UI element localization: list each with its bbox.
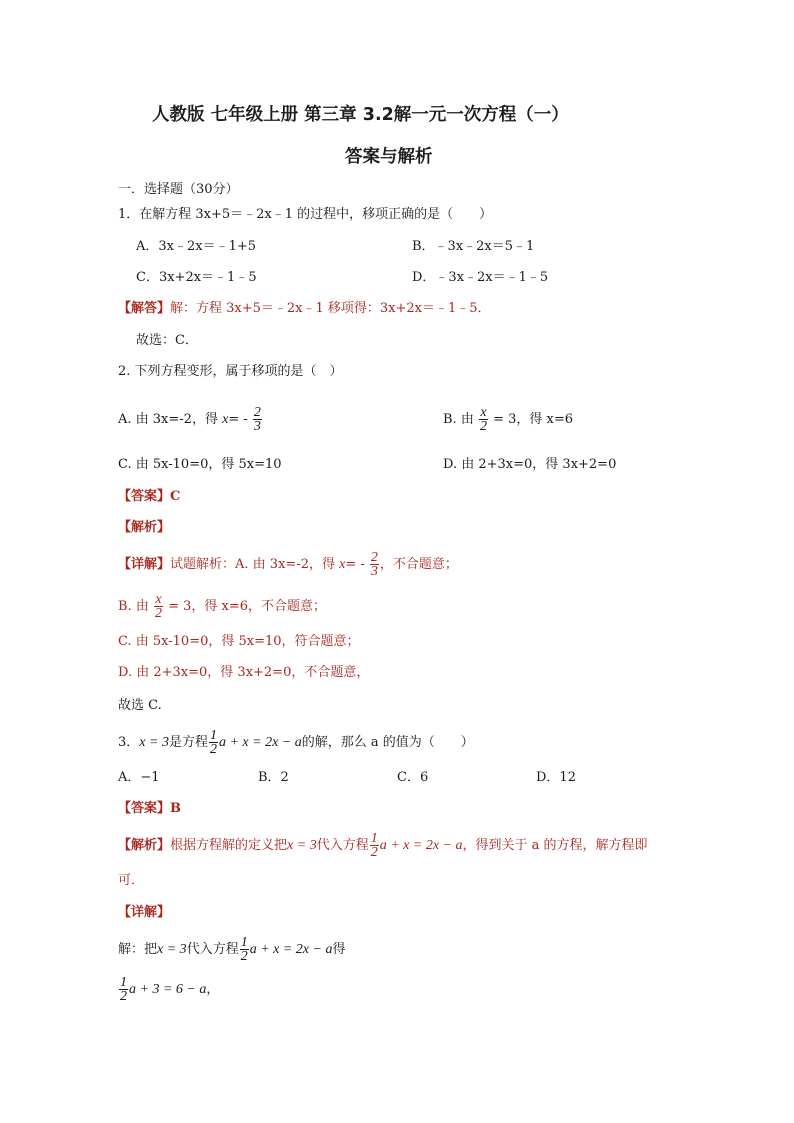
q3-sol-den: 2: [240, 949, 248, 964]
q2-xiangjie-den: 3: [370, 564, 378, 579]
q1-option-c: C．3x+2x＝﹣1﹣5: [136, 270, 257, 285]
q2-option-a-eq: = -: [228, 412, 248, 427]
q2-line-b-pre: B. 由: [118, 599, 149, 614]
q3-jiexi-x3: x = 3: [287, 838, 317, 853]
q3-sol-fraction: [240, 936, 249, 963]
q2-option-b-fraction: [479, 406, 488, 433]
q2-xiangjie-fraction: [370, 551, 379, 578]
q3-jiexi-mid: 代入方程: [316, 838, 369, 853]
q3-sol-post: 得: [332, 942, 346, 957]
q3-stem-mid: 是方程: [168, 735, 208, 750]
q3-sol-pre: 解：把: [118, 942, 158, 957]
q3-jiexi-cont: 可．: [118, 873, 145, 888]
q1-stem: 1．在解方程 3x+5＝﹣2x﹣1 的过程中，移项正确的是（ ）: [118, 207, 493, 222]
q3-stem-pre: 3．: [118, 735, 140, 750]
q3-sol-eq: a + x = 2x − a: [249, 942, 333, 957]
q2-line-c: C. 由 5x-10=0，得 5x=10，符合题意；: [118, 634, 360, 649]
q3-option-a: A．−1: [118, 770, 160, 785]
q3-stem-den: 2: [209, 742, 217, 757]
q3-jiexi-tag: 【解析】: [118, 838, 171, 853]
q2-stem: 2. 下列方程变形，属于移项的是（ ）: [118, 364, 343, 379]
q2-option-d: D. 由 2+3x=0，得 3x+2=0: [443, 457, 617, 472]
q3-jiexi-den: 2: [370, 845, 378, 860]
q1-answer-text: 解：方程 3x+5＝﹣2x﹣1 移项得：3x+2x＝﹣1﹣5．: [170, 301, 491, 316]
q3-stem-fraction: [209, 729, 218, 756]
q3-last-line: [118, 972, 219, 1008]
q3-last-fraction: [119, 976, 128, 1003]
q2-option-b-pre: B. 由: [443, 412, 474, 427]
q3-last-post: ，: [206, 982, 220, 997]
q3-answer: 【答案】B: [118, 801, 181, 816]
page-subtitle: 答案与解析: [345, 147, 433, 167]
q3-option-d: D．12: [536, 770, 576, 785]
q3-last-num: 1: [120, 975, 127, 990]
q2-option-a-pre: A. 由 3x=-2，得: [118, 412, 218, 427]
q3-sol-num: 1: [240, 935, 248, 950]
q1-option-d: D．﹣3x﹣2x＝﹣1﹣5: [412, 270, 549, 285]
q3-stem-eq: a + x = 2x − a: [218, 735, 302, 750]
q2-option-b-den: 2: [479, 419, 487, 434]
q3-jiexi-num: 1: [370, 831, 378, 846]
q3-xiangjie-tag: 【详解】: [118, 905, 171, 920]
q2-line-b-fraction: [154, 593, 163, 620]
q3-option-c: C．6: [397, 770, 429, 785]
q2-jiexi-tag: 【解析】: [118, 520, 171, 535]
q3-jiexi-pre: 根据方程解的定义把: [170, 838, 288, 853]
q3-option-b: B．2: [258, 770, 289, 785]
q2-line-d: D. 由 2+3x=0，得 3x+2=0，不合题意，: [118, 665, 370, 680]
q2-xiangjie-num: 2: [370, 550, 378, 565]
q3-stem-num: 1: [209, 728, 217, 743]
page-title: 人教版 七年级上册 第三章 3.2解一元一次方程（一）: [152, 105, 569, 125]
q3-stem: [118, 726, 474, 760]
q1-choose: 故选：C．: [136, 333, 198, 348]
q2-answer: 【答案】C: [118, 489, 181, 504]
q2-line-b-den: 2: [154, 606, 162, 621]
q1-option-b: B．﹣3x﹣2x＝5﹣1: [412, 239, 535, 254]
q2-line-b-num: x: [155, 592, 162, 607]
q2-xiangjie-post: ，不合题意；: [379, 557, 458, 572]
q2-option-a: [118, 403, 263, 437]
q3-jiexi-post: ，得到关于 a 的方程，解方程即: [462, 838, 648, 853]
q2-option-b-post: = 3，得 x=6: [493, 412, 574, 427]
q3-sol-mid: 代入方程: [186, 942, 239, 957]
q2-option-a-num: 2: [253, 405, 261, 420]
section-heading: 一．选择题（30分）: [118, 182, 239, 197]
q1-answer: [118, 301, 491, 317]
q3-jiexi: [118, 829, 648, 863]
q2-option-c: C. 由 5x-10=0，得 5x=10: [118, 457, 282, 472]
q2-option-a-den: 3: [253, 419, 261, 434]
q3-sol-x3: x = 3: [157, 942, 187, 957]
q3-last-eq: a + 3 = 6 − a: [129, 982, 207, 997]
q3-stem-x3: x = 3: [139, 735, 169, 750]
q1-option-a: A．3x﹣2x＝﹣1+5: [136, 239, 257, 254]
q2-xiangjie: [118, 548, 458, 582]
q3-last-den: 2: [120, 989, 127, 1004]
q2-choose: 故选 C.: [118, 698, 162, 713]
q1-answer-tag: 【解答】: [118, 301, 171, 316]
q3-jiexi-eq: a + x = 2x − a: [379, 838, 463, 853]
q2-option-b-num: x: [480, 405, 487, 420]
q2-xiangjie-eq: = -: [345, 557, 365, 572]
q2-option-b: [443, 403, 573, 437]
q2-xiangjie-x: x: [339, 557, 346, 572]
q2-line-b-post: = 3，得 x=6，不合题意；: [168, 599, 327, 614]
q2-line-b: [118, 590, 326, 624]
q2-xiangjie-pre: 试题解析：A. 由 3x=-2，得: [170, 557, 335, 572]
q2-option-a-fraction: [253, 406, 262, 433]
q2-xiangjie-tag: 【详解】: [118, 557, 171, 572]
q2-option-a-x: x: [222, 412, 229, 427]
q3-jiexi-fraction: [370, 832, 379, 859]
q3-solution: [118, 933, 346, 967]
q3-stem-post: 的解，那么 a 的值为（ ）: [301, 735, 474, 750]
